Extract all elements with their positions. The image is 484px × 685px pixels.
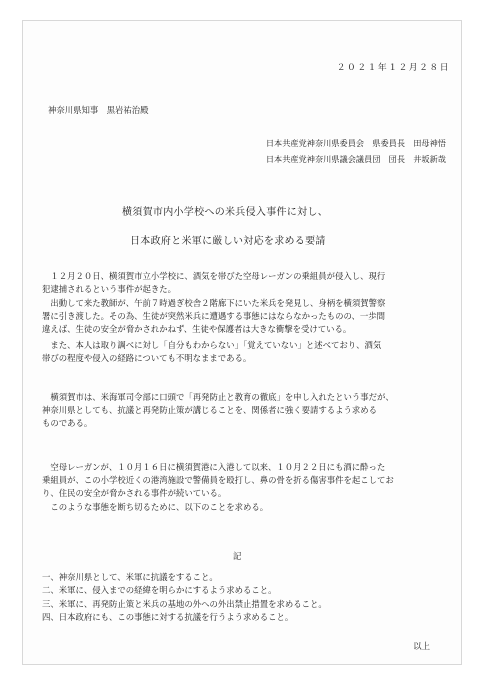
- paragraph-line: １２月２０日、横須賀市立小学校に、酒気を帯びた空母レーガンの乗組員が侵入し、現行: [50, 271, 386, 281]
- paragraph-line: このような事態を断ち切るために、以下のことを求める。: [50, 501, 269, 512]
- paragraph-1: [42, 270, 432, 296]
- title-line-1: 横須賀市内小学校への米兵侵入事件に対し、: [122, 207, 328, 218]
- demands-list: [42, 571, 432, 625]
- paragraph-line: 犯逮捕されるという事件が起きた。: [42, 284, 176, 295]
- paragraph-line: 空母レーガンが、１０月１６日に横須賀港に入港して以来、１０月２２日にも酒に酔った: [50, 462, 386, 472]
- paragraph-5: [42, 461, 432, 514]
- paragraph-3: [42, 339, 432, 365]
- paragraph-line: ものである。: [42, 418, 93, 429]
- demand-item: 三、米軍に、再発防止策と米兵の基地の外への外出禁止措置を求めること。: [42, 598, 327, 609]
- paragraph-2: [42, 297, 432, 337]
- demand-item: 二、米軍に、侵入までの経緯を明らかにするよう求めること。: [42, 585, 277, 596]
- sender-line-1: 日本共産党神奈川県委員会 県委員長 田母神悟: [265, 138, 446, 148]
- title-line-2: 日本政府と米軍に厳しい対応を求める要請: [130, 236, 326, 247]
- paragraph-line: 違えば、生徒の安全が脅かされかねず、生徒や保護者は大きな衝撃を受けている。: [42, 324, 352, 335]
- addressee: 神奈川県知事 黒岩祐治殿: [48, 105, 149, 115]
- document-date: ２０２１年１２月２８日: [336, 63, 450, 73]
- paragraph-line: また、本人は取り調べに対し「自分もわからない」「覚えていない」と述べており、酒気: [50, 340, 382, 350]
- paragraph-line: 帯びの程度や侵入の経路についても不明なままである。: [42, 353, 252, 364]
- paragraph-4: [42, 391, 432, 431]
- ki-heading: 記: [233, 551, 242, 561]
- paragraph-line: 署に引き渡した。その為、生徒が突然米兵に遭遇する事態にはならなかったものの、一歩間: [42, 311, 386, 322]
- paragraph-line: 乗組員が、この小学校近くの港湾施設で警備員を殴打し、鼻の骨を折る傷害事件を起こしてお: [42, 475, 394, 486]
- closing-mark: 以上: [413, 641, 430, 651]
- paragraph-line: 横須賀市は、米海軍司令部に口頭で「再発防止と教育の徹底」を申し入れたという事だが、: [50, 392, 394, 402]
- paragraph-line: 神奈川県としても、抗議と再発防止策が講じることを、関係者に強く要請するよう求める: [42, 405, 377, 416]
- demand-item: 一、神奈川県として、米軍に抗議をすること。: [42, 572, 218, 582]
- paragraph-line: 出動して来た教師が、午前７時過ぎ校舎２階廊下にいた米兵を発見し、身柄を横須賀警察: [50, 298, 386, 308]
- sender-line-2: 日本共産党神奈川県議会議員団 団長 井坂新哉: [265, 154, 446, 164]
- paragraph-line: り、住民の安全が脅かされる事件が続いている。: [42, 488, 227, 499]
- demand-item: 四、日本政府にも、この事態に対する抗議を行うよう求めること。: [42, 612, 294, 623]
